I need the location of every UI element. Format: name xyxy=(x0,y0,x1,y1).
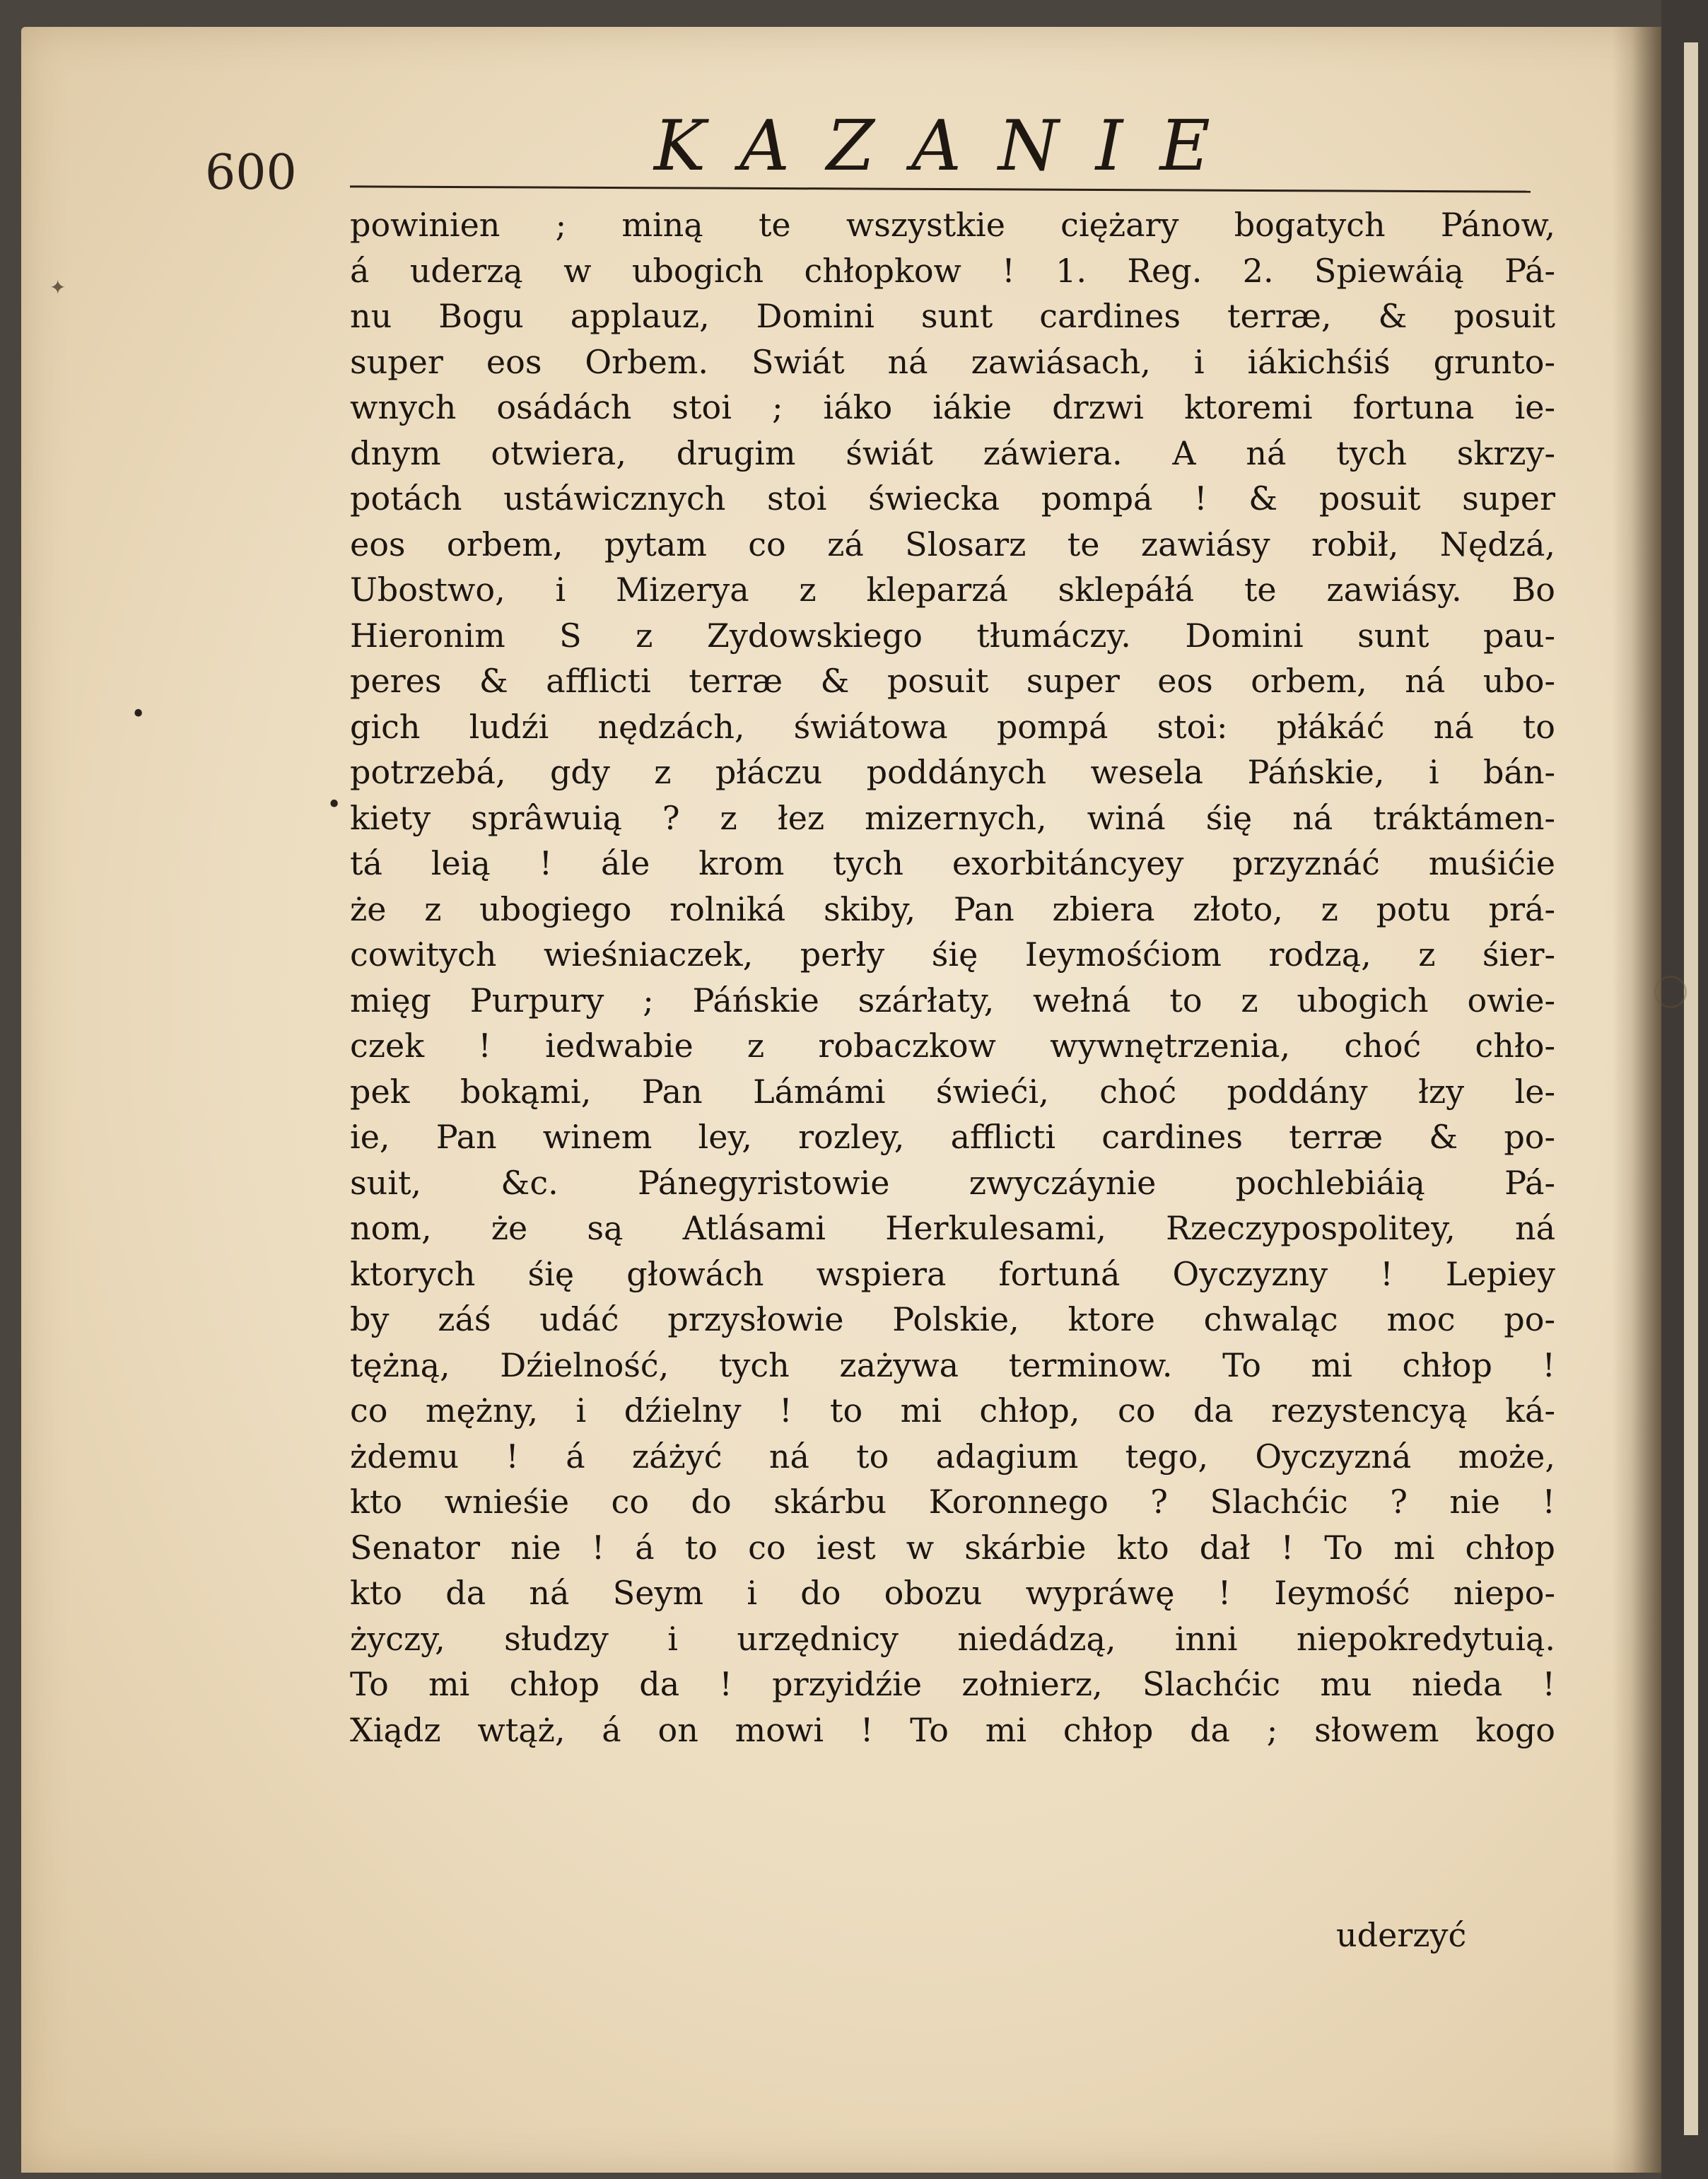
text-line: nom, że są Atlásami Herkulesami, Rzeczypospolitey, ná xyxy=(350,1209,1555,1247)
text-line: czek ! iedwabie z robaczkow wywnętrzenia, choć chło- xyxy=(350,1027,1555,1065)
text-line: cowitych wieśniaczek, perły śię Ieymośćiom rodzą, z śier- xyxy=(350,935,1555,974)
text-line: suit, &c. Pánegyristowie zwyczáynie pochlebiáią Pá- xyxy=(350,1163,1555,1202)
text-line: potách ustáwicznych stoi świecka pompá ! & posuit super xyxy=(350,479,1555,518)
text-line: gich ludźi nędzách, świátowa pompá stoi: płákáć ná to xyxy=(350,707,1555,746)
text-line: żdemu ! á záżyć ná to adagium tego, Oyczyzná może, xyxy=(350,1437,1555,1476)
text-line: super eos Orbem. Swiát ná zawiásach, i iákichśiś grunto- xyxy=(350,342,1555,381)
text-line: peres & afflicti terræ & posuit super eos orbem, ná ubo- xyxy=(350,662,1555,700)
text-line: ktorych śię głowách wspiera fortuná Oyczyzny ! Lepiey xyxy=(350,1254,1555,1293)
ink-speck: • xyxy=(131,700,146,729)
catchword: uderzyć xyxy=(1336,1916,1467,1954)
text-line: ie, Pan winem ley, rozley, afflicti cardines terræ & po- xyxy=(350,1118,1555,1156)
sermon-text xyxy=(350,202,1555,1753)
next-page-edge xyxy=(1684,42,1698,2135)
text-line: Hieronim S z Zydowskiego tłumáczy. Domini sunt pau- xyxy=(350,616,1555,655)
text-line: potrzebá, gdy z płáczu poddánych wesela Páńskie, i bán- xyxy=(350,753,1555,791)
text-line: by záś udáć przysłowie Polskie, ktore chwaląc moc po- xyxy=(350,1300,1555,1338)
text-line: tężną, Dźielność, tych zażywa terminow. To mi chłop ! xyxy=(350,1345,1555,1384)
text-line: powinien ; miną te wszystkie ciężary bogatych Pánow, xyxy=(350,206,1555,244)
text-line: eos orbem, pytam co zá Slosarz te zawiásy robił, Nędzá, xyxy=(350,525,1555,563)
text-line: tá leią ! ále krom tych exorbitáncyey przyznáć muśićie xyxy=(350,844,1555,882)
page-number: 600 xyxy=(205,145,297,201)
text-line: To mi chłop da ! przyidźie zołnierz, Slachćic mu nieda ! xyxy=(350,1665,1555,1703)
text-line: nu Bogu applauz, Domini sunt cardines terræ, & posuit xyxy=(350,297,1555,335)
text-line: kto da ná Seym i do obozu wypráwę ! Ieymość niepo- xyxy=(350,1574,1555,1612)
text-line: mięg Purpury ; Páńskie szárłaty, wełná to z ubogich owie- xyxy=(350,981,1555,1020)
ink-speck: ✦ xyxy=(49,276,66,299)
text-line: że z ubogiego rolniká skiby, Pan zbiera złoto, z potu prá- xyxy=(350,889,1555,928)
text-line: dnym otwiera, drugim świát záwiera. A ná tych skrzy- xyxy=(350,433,1555,472)
text-line: á uderzą w ubogich chłopkow ! 1. Reg. 2. Spiewáią Pá- xyxy=(350,251,1555,290)
text-line: Senator nie ! á to co iest w skárbie kto dał ! To mi chłop xyxy=(350,1528,1555,1567)
hole-mark xyxy=(1654,976,1687,1008)
ink-speck: • xyxy=(327,790,342,819)
scan-background-edge xyxy=(1661,0,1708,2179)
text-line: wnych osádách stoi ; iáko iákie drzwi ktoremi fortuna ie- xyxy=(350,388,1555,426)
text-line: kto wnieśie co do skárbu Koronnego ? Slachćic ? nie ! xyxy=(350,1483,1555,1521)
text-line: Ubostwo, i Mizerya z kleparzá sklepáłá te zawiásy. Bo xyxy=(350,571,1555,609)
running-head: KAZANIE xyxy=(654,106,1247,187)
text-line: kiety sprâwuią ? z łez mizernych, winá śię ná tráktámen- xyxy=(350,798,1555,837)
text-line: co mężny, i dźielny ! to mi chłop, co da rezystencyą ká- xyxy=(350,1391,1555,1430)
text-line: życzy, słudzy i urzędnicy niedádzą, inni niepokredytuią. xyxy=(350,1619,1555,1658)
text-line: Xiądz wtąż, á on mowi ! To mi chłop da ; słowem kogo xyxy=(350,1710,1555,1749)
page-gutter-shadow xyxy=(1612,27,1661,2173)
text-line: pek bokąmi, Pan Lámámi świeći, choć poddány łzy le- xyxy=(350,1072,1555,1111)
